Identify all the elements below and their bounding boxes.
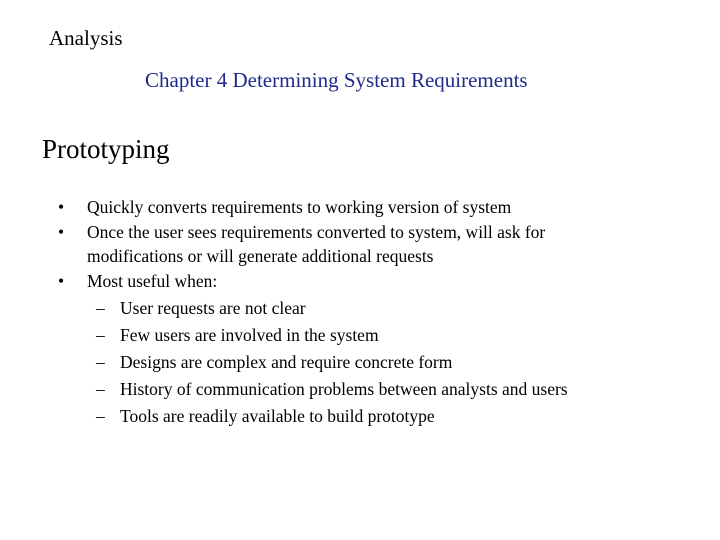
sub-bullet-text: Tools are readily available to build prototype [120, 405, 435, 426]
bullet-text: Once the user sees requirements converted to system, will ask for [87, 221, 546, 242]
sub-bullet-text: Few users are involved in the system [120, 324, 379, 345]
chapter-title: Chapter 4 Determining System Requirements [145, 68, 528, 92]
bullet-item [55, 220, 695, 269]
sub-bullet-item [55, 323, 695, 348]
bullet-item [55, 269, 695, 294]
bullet-marker: • [58, 197, 65, 217]
sub-bullet-text: History of communication problems between analysts and users [120, 378, 568, 399]
dash-marker: – [96, 324, 105, 345]
sub-bullet-item [55, 404, 695, 429]
bullet-marker: • [58, 270, 65, 291]
sub-bullet-item [55, 296, 695, 321]
dash-marker: – [96, 378, 105, 399]
bullet-text: Quickly converts requirements to working version of system [87, 197, 512, 217]
bullet-list [55, 195, 695, 428]
bullet-text-continued: modifications or will generate additional requests [87, 246, 434, 266]
dash-marker: – [96, 405, 105, 426]
bullet-item [55, 195, 695, 220]
sub-bullet-item [55, 377, 695, 402]
bullet-marker: • [58, 221, 65, 242]
sub-bullet-item [55, 350, 695, 375]
bullet-text: Most useful when: [87, 270, 218, 291]
slide-title: Prototyping [42, 134, 170, 164]
dash-marker: – [96, 297, 105, 318]
dash-marker: – [96, 351, 105, 372]
sub-bullet-text: User requests are not clear [120, 297, 306, 318]
sub-bullet-text: Designs are complex and require concrete form [120, 351, 453, 372]
section-header: Analysis [49, 26, 123, 50]
